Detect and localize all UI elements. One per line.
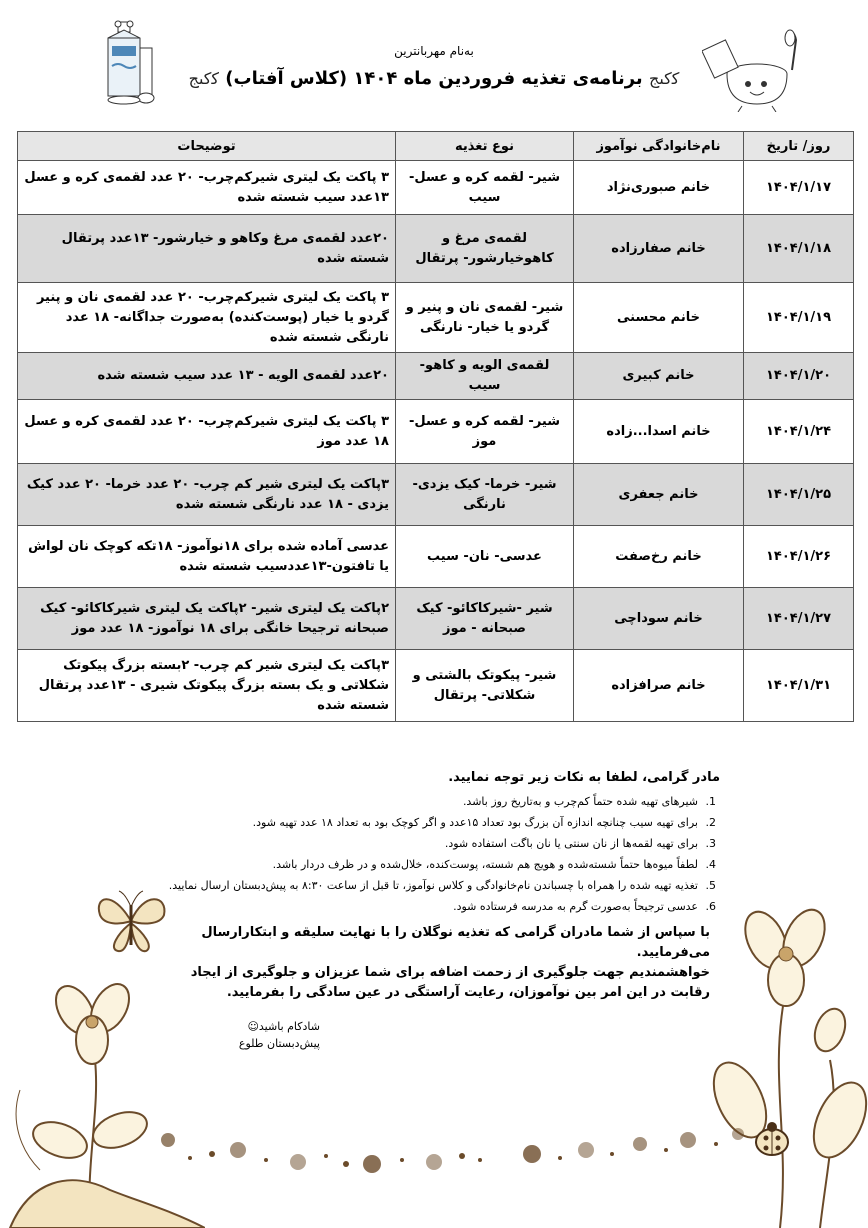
name-cell: خانم محسنی [574, 283, 744, 353]
food-cell: شیر- لقمه کره و عسل- موز [396, 400, 574, 464]
name-cell: خانم صفارزاده [574, 215, 744, 283]
table-header-row [18, 132, 854, 161]
note-item: 3. برای تهیه لقمه‌ها از نان سنتی یا نان باگت استفاده شود. [150, 833, 702, 854]
table-row [18, 283, 854, 353]
description-cell: ۲۰عدد لقمه‌ی مرغ وکاهو و خیارشور- ۱۳عدد پرتقال شسته شده [18, 215, 396, 283]
date-cell: ۱۴۰۴/۱/۲۰ [744, 353, 854, 400]
description-cell: ۳ پاکت یک لیتری شیرکم‌چرب- ۲۰ عدد لقمه‌ی کره و عسل ۱۸ عدد موز [18, 400, 396, 464]
table-row [18, 215, 854, 283]
column-header-date: روز/ تاریخ [744, 132, 854, 161]
milk-carton-icon [100, 18, 160, 108]
column-header-name: نام‌خانوادگی نوآموز [574, 132, 744, 161]
column-header-food: نوع تغذیه [396, 132, 574, 161]
food-cell: عدسی- نان- سیب [396, 526, 574, 588]
signature-school: پیش‌دبستان طلوع [238, 1037, 320, 1050]
description-cell: ۳پاکت یک لیتری شیر کم چرب- ۲۰ عدد خرما- ۲۰ عدد کیک یزدی - ۱۸ عدد نارنگی شسته شده [18, 464, 396, 526]
name-cell: خانم رخ‌صفت [574, 526, 744, 588]
date-cell: ۱۴۰۴/۱/۲۴ [744, 400, 854, 464]
date-cell: ۱۴۰۴/۱/۱۸ [744, 215, 854, 283]
closing-message [150, 923, 720, 1003]
date-cell: ۱۴۰۴/۱/۲۶ [744, 526, 854, 588]
food-cell: شیر- لقمه‌ی نان و پنیر و گردو یا خیار- نارنگی [396, 283, 574, 353]
food-cell: لقمه‌ی مرغ و کاهوخیارشور- پرتقال [396, 215, 574, 283]
note-item: 2. برای تهیه سیب چنانچه اندازه آن بزرگ بود تعداد ۱۵عدد و اگر کوچک بود به تعداد ۱۸ عدد تهیه شود. [150, 812, 702, 833]
description-cell: ۲پاکت یک لیتری شیر- ۲پاکت یک لیتری شیرکاکائو- کیک صبحانه ترجیحا خانگی برای ۱۸ نوآموز- ۱۸ عدد موز [18, 588, 396, 650]
closing-line-request: خواهشمندیم جهت جلوگیری از زحمت اضافه برای شما عزیزان و جلوگیری از ایجاد رقابت در این امر بین نوآموزان، رعایت آراستگی در عین سادگی را بفرمایید. [190, 965, 710, 1000]
page-header [0, 0, 868, 125]
title-ornament-left: ﮐﮐﯩﺞ [188, 69, 219, 88]
note-item: 5. تغذیه تهیه شده را همراه با چسباندن نام‌خانوادگی و کلاس نوآموز، تا قبل از ساعت ۸:۳۰ به پیش‌دبستان ارسال نمایید. [150, 875, 702, 896]
food-cell: شیر- لقمه کره و عسل- سیب [396, 161, 574, 215]
table-row [18, 161, 854, 215]
date-cell: ۱۴۰۴/۱/۲۵ [744, 464, 854, 526]
title-text: برنامه‌ی تغذیه فروردین ماه ۱۴۰۴ (کلاس آفتاب) [225, 68, 643, 89]
name-cell: خانم کبیری [574, 353, 744, 400]
note-item: 4. لطفاً میوه‌ها حتماً شسته‌شده و هویج هم شسته، پوست‌کنده، خلال‌شده و در ظرف دردار باشد. [150, 854, 702, 875]
column-header-description: توضیحات [18, 132, 396, 161]
name-cell: خانم اسدا...زاده [574, 400, 744, 464]
food-cell: شیر- خرما- کیک یزدی- نارنگی [396, 464, 574, 526]
name-cell: خانم صرافزاده [574, 650, 744, 722]
notes-list [150, 791, 720, 917]
dotted-border-decoration [150, 1120, 750, 1180]
note-item: 6. عدسی ترجیحاً به‌صورت گرم به مدرسه فرستاده شود. [150, 896, 702, 917]
food-cell: شیر- پیکوتک بالشتی و شکلاتی- پرتقال [396, 650, 574, 722]
date-cell: ۱۴۰۴/۱/۱۷ [744, 161, 854, 215]
name-cell: خانم جعفری [574, 464, 744, 526]
closing-line-thanks: با سپاس از شما مادران گرامی که تغذیه نوگلان را با نهایت سلیقه و ابتکارارسال می‌فرمایید. [201, 925, 710, 960]
table-row [18, 400, 854, 464]
name-cell: خانم سوداچی [574, 588, 744, 650]
flower-icon [0, 940, 205, 1228]
name-cell: خانم صبوری‌نژاد [574, 161, 744, 215]
description-cell: ۳ پاکت یک لیتری شیرکم‌چرب- ۲۰ عدد لقمه‌ی نان و پنیر گردو یا خیار (پوست‌کنده) به‌صورت جداگانه- ۱۸ عدد نارنگی شسته شده [18, 283, 396, 353]
table-row [18, 526, 854, 588]
food-cell: شیر -شیرکاکائو- کیک صبحانه - موز [396, 588, 574, 650]
date-cell: ۱۴۰۴/۱/۳۱ [744, 650, 854, 722]
notes-section [150, 770, 720, 1003]
table-row [18, 650, 854, 722]
food-cell: لقمه‌ی الویه و کاهو- سیب [396, 353, 574, 400]
note-item: 1. شیرهای تهیه شده حتماً کم‌چرب و به‌تاریخ روز باشد. [150, 791, 702, 812]
table-row [18, 464, 854, 526]
notes-heading: مادر گرامی، لطفا به نکات زیر توجه نمایید. [448, 770, 720, 785]
description-cell: ۳پاکت یک لیتری شیر کم چرب- ۲بسته بزرگ پیکوتک شکلاتی و یک بسته بزرگ پیکوتک شیری - ۱۳عدد پرتقال شسته شده [18, 650, 396, 722]
nutrition-schedule-table [17, 131, 854, 722]
date-cell: ۱۴۰۴/۱/۲۷ [744, 588, 854, 650]
description-cell: عدسی آماده شده برای ۱۸نوآموز- ۱۸تکه کوچک نان لواش یا تافتون-۱۳عددسیب شسته شده [18, 526, 396, 588]
date-cell: ۱۴۰۴/۱/۱۹ [744, 283, 854, 353]
page-title [0, 68, 868, 89]
invocation-text: به‌نام مهربانترین [394, 44, 474, 58]
title-ornament-right: ﮐﮐﯩﺞ [648, 69, 680, 88]
description-cell: ۲۰عدد لقمه‌ی الویه - ۱۳ عدد سیب شسته شده [18, 353, 396, 400]
table-row [18, 353, 854, 400]
description-cell: ۳ پاکت یک لیتری شیرکم‌چرب- ۲۰ عدد لقمه‌ی کره و عسل ۱۳عدد سیب شسته شده [18, 161, 396, 215]
signature-greeting: شادکام باشید☺ [247, 1020, 320, 1033]
table-row [18, 588, 854, 650]
